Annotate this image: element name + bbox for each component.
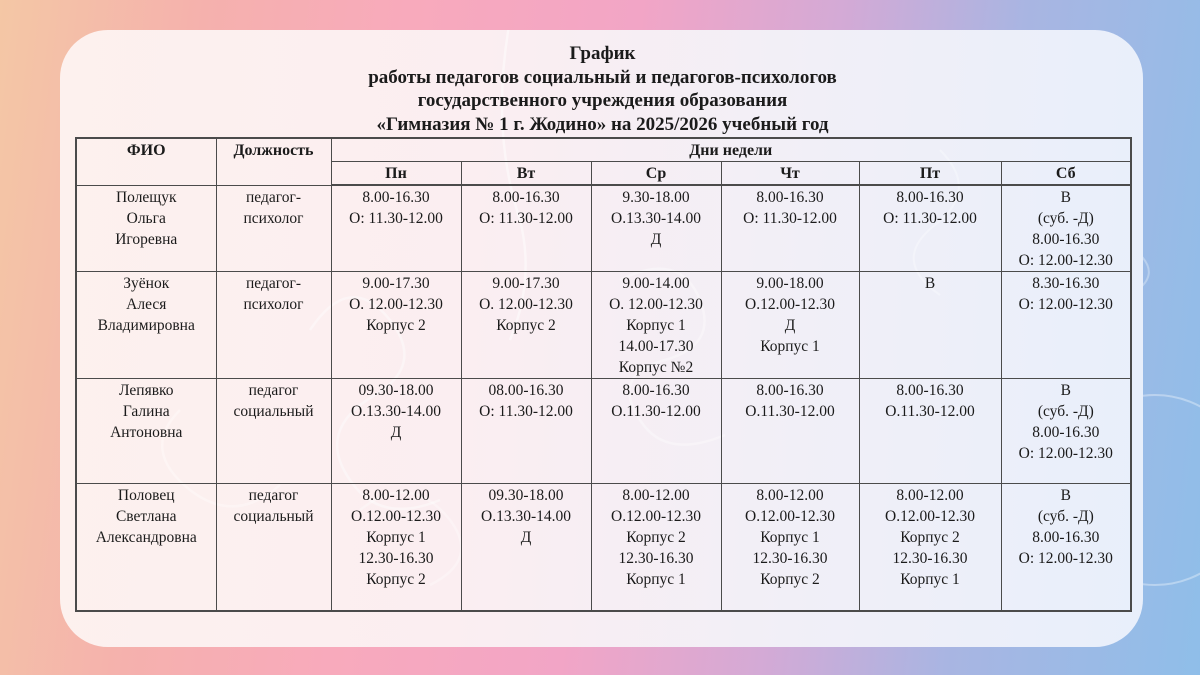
- schedule-cell: 8.00-16.30 О.11.30-12.00: [859, 379, 1001, 484]
- schedule-cell: 09.30-18.00 О.13.30-14.00 Д: [461, 484, 591, 611]
- title-line-4: «Гимназия № 1 г. Жодино» на 2025/2026 учебный год: [376, 113, 829, 135]
- position-cell: педагог- психолог: [216, 272, 331, 379]
- schedule-cell: 09.30-18.00 О.13.30-14.00 Д: [331, 379, 461, 484]
- schedule-cell: 9.00-17.30 О. 12.00-12.30 Корпус 2: [461, 272, 591, 379]
- schedule-cell: В (суб. -Д) 8.00-16.30 О: 12.00-12.30: [1001, 185, 1131, 272]
- schedule-cell: 9.00-17.30 О. 12.00-12.30 Корпус 2: [331, 272, 461, 379]
- schedule-table: [75, 137, 1132, 612]
- teacher-name-cell: Зуёнок Алеся Владимировна: [76, 272, 216, 379]
- title-line-2: работы педагогов социальный и педагогов-психологов: [368, 66, 837, 88]
- header-day-tue: Вт: [461, 162, 591, 186]
- schedule-cell: 8.00-12.00 О.12.00-12.30 Корпус 1 12.30-16.30 Корпус 2: [331, 484, 461, 611]
- schedule-cell: 9.30-18.00 О.13.30-14.00 Д: [591, 185, 721, 272]
- schedule-cell: В (суб. -Д) 8.00-16.30 О: 12.00-12.30: [1001, 379, 1131, 484]
- schedule-cell: 8.30-16.30 О: 12.00-12.30: [1001, 272, 1131, 379]
- header-day-sat: Сб: [1001, 162, 1131, 186]
- header-day-mon: Пн: [331, 162, 461, 186]
- schedule-card: [60, 30, 1143, 647]
- table-row: [76, 272, 1131, 379]
- teacher-name-cell: Полещук Ольга Игоревна: [76, 185, 216, 272]
- position-cell: педагог- психолог: [216, 185, 331, 272]
- schedule-cell: 9.00-18.00 О.12.00-12.30 Д Корпус 1: [721, 272, 859, 379]
- schedule-cell: 8.00-16.30 О.11.30-12.00: [591, 379, 721, 484]
- schedule-cell: В: [859, 272, 1001, 379]
- position-cell: педагог социальный: [216, 379, 331, 484]
- header-fio: ФИО: [76, 138, 216, 185]
- teacher-name-cell: Половец Светлана Александровна: [76, 484, 216, 611]
- title-line-1: График: [569, 43, 636, 64]
- table-row: [76, 484, 1131, 611]
- schedule-cell: 8.00-16.30 О: 11.30-12.00: [461, 185, 591, 272]
- schedule-cell: 8.00-12.00 О.12.00-12.30 Корпус 1 12.30-16.30 Корпус 2: [721, 484, 859, 611]
- schedule-cell: 8.00-12.00 О.12.00-12.30 Корпус 2 12.30-16.30 Корпус 1: [859, 484, 1001, 611]
- header-days-group: Дни недели: [331, 138, 1131, 162]
- schedule-cell: 9.00-14.00 О. 12.00-12.30 Корпус 1 14.00-17.30 Корпус №2: [591, 272, 721, 379]
- page-title: [75, 42, 1130, 136]
- schedule-cell: 8.00-16.30 О.11.30-12.00: [721, 379, 859, 484]
- title-line-3: государственного учреждения образования: [417, 90, 788, 111]
- table-row: [76, 185, 1131, 272]
- header-day-thu: Чт: [721, 162, 859, 186]
- schedule-table-body: [76, 185, 1131, 611]
- schedule-cell: 8.00-16.30 О: 11.30-12.00: [859, 185, 1001, 272]
- schedule-cell: 8.00-16.30 О: 11.30-12.00: [331, 185, 461, 272]
- header-day-fri: Пт: [859, 162, 1001, 186]
- schedule-cell: 08.00-16.30 О: 11.30-12.00: [461, 379, 591, 484]
- position-cell: педагог социальный: [216, 484, 331, 611]
- header-day-wed: Ср: [591, 162, 721, 186]
- schedule-cell: 8.00-12.00 О.12.00-12.30 Корпус 2 12.30-16.30 Корпус 1: [591, 484, 721, 611]
- table-row: [76, 379, 1131, 484]
- header-position: Должность: [216, 138, 331, 185]
- teacher-name-cell: Лепявко Галина Антоновна: [76, 379, 216, 484]
- schedule-cell: 8.00-16.30 О: 11.30-12.00: [721, 185, 859, 272]
- header-row-group: [76, 138, 1131, 162]
- schedule-cell: В (суб. -Д) 8.00-16.30 О: 12.00-12.30: [1001, 484, 1131, 611]
